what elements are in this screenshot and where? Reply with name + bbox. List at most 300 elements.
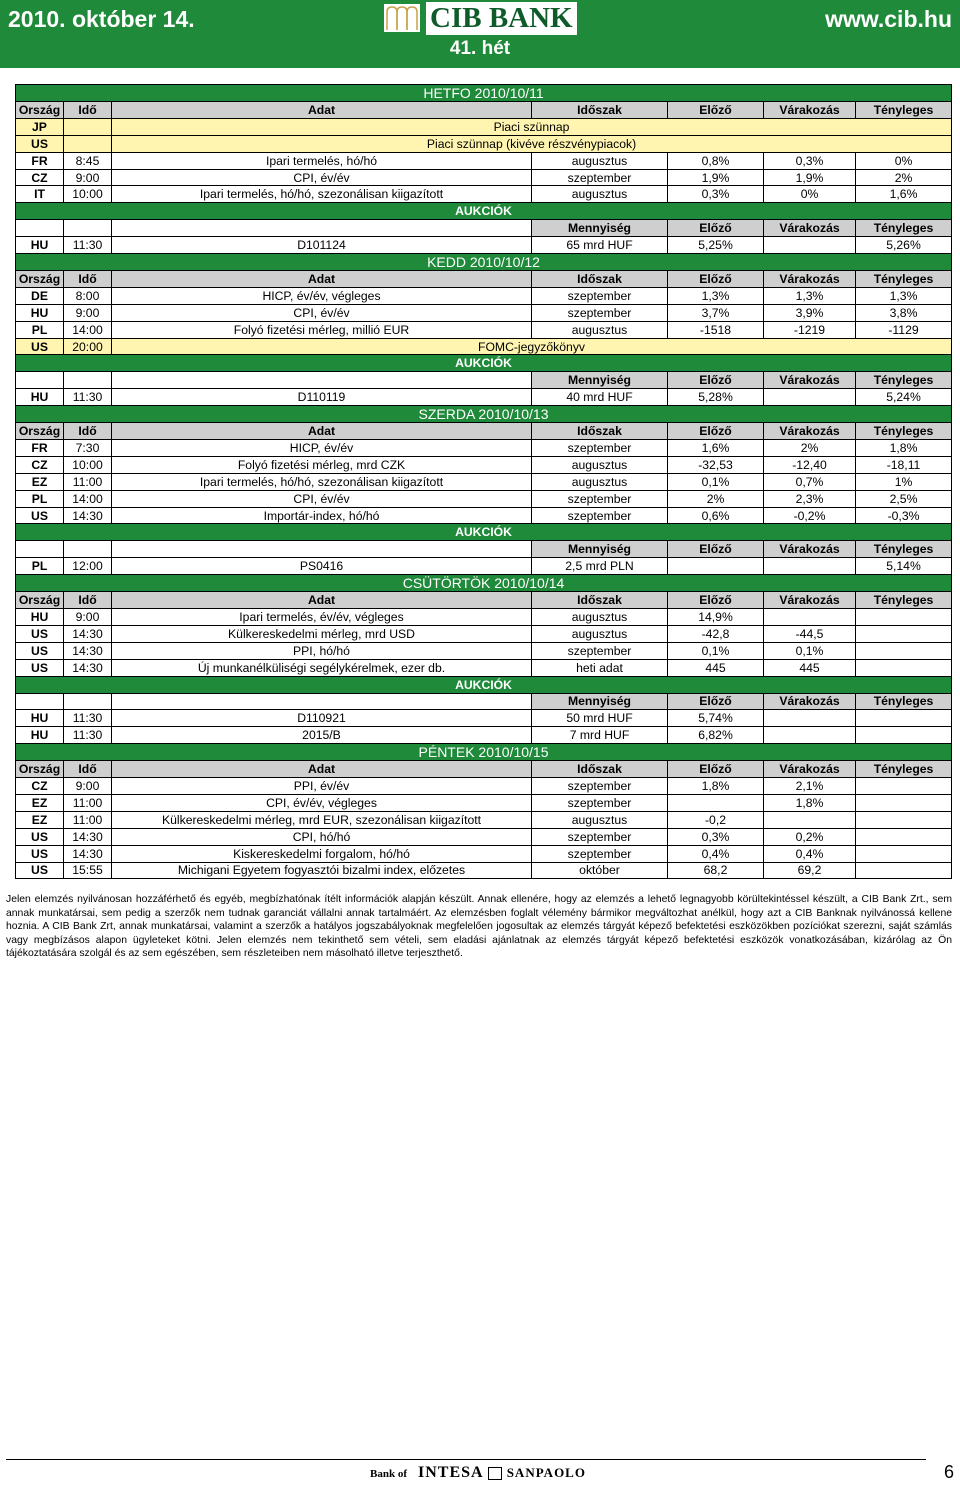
actual-cell xyxy=(856,710,952,727)
expected-header: Várakozás xyxy=(764,372,856,389)
column-header-row xyxy=(16,271,952,288)
previous-cell xyxy=(668,558,764,575)
period-cell: szeptember xyxy=(532,440,668,457)
data-row xyxy=(16,338,952,355)
previous-cell: 1,3% xyxy=(668,287,764,304)
data-row xyxy=(16,321,952,338)
previous-cell: -32,53 xyxy=(668,456,764,473)
indicator-cell: Ipari termelés, hó/hó, szezonálisan kiigazított xyxy=(112,186,532,203)
expected-cell: 3,9% xyxy=(764,304,856,321)
previous-cell: 2% xyxy=(668,490,764,507)
actual-header: Tényleges xyxy=(856,271,952,288)
expected-cell: 2% xyxy=(764,440,856,457)
actual-cell xyxy=(856,609,952,626)
previous-header: Előző xyxy=(668,271,764,288)
time-cell: 14:30 xyxy=(64,507,112,524)
expected-cell: 0,7% xyxy=(764,473,856,490)
data-row xyxy=(16,778,952,795)
indicator-cell: CPI, hó/hó xyxy=(112,828,532,845)
actual-cell: 1% xyxy=(856,473,952,490)
data-row xyxy=(16,794,952,811)
expected-cell: 2,1% xyxy=(764,778,856,795)
previous-cell: 5,25% xyxy=(668,237,764,254)
quantity-cell: 50 mrd HUF xyxy=(532,710,668,727)
indicator-cell: CPI, év/év, végleges xyxy=(112,794,532,811)
data-row xyxy=(16,828,952,845)
period-header: Időszak xyxy=(532,102,668,119)
data-header: Adat xyxy=(112,271,532,288)
week-label: 41. hét xyxy=(449,38,511,59)
auction-row xyxy=(16,710,952,727)
period-cell: szeptember xyxy=(532,507,668,524)
country-cell: US xyxy=(16,862,64,879)
actual-header: Tényleges xyxy=(856,372,952,389)
actual-header: Tényleges xyxy=(856,693,952,710)
data-row xyxy=(16,287,952,304)
website-url[interactable]: www.cib.hu xyxy=(825,6,952,32)
country-cell: HU xyxy=(16,304,64,321)
actual-cell: 1,8% xyxy=(856,440,952,457)
indicator-cell: Kiskereskedelmi forgalom, hó/hó xyxy=(112,845,532,862)
actual-cell xyxy=(856,862,952,879)
time-header: Idő xyxy=(64,761,112,778)
country-cell: EZ xyxy=(16,811,64,828)
previous-cell xyxy=(668,794,764,811)
actual-cell: 1,6% xyxy=(856,186,952,203)
previous-header: Előző xyxy=(668,761,764,778)
period-cell: augusztus xyxy=(532,625,668,642)
actual-cell xyxy=(856,811,952,828)
indicator-cell: Folyó fizetési mérleg, millió EUR xyxy=(112,321,532,338)
indicator-cell: PPI, hó/hó xyxy=(112,642,532,659)
time-cell: 10:00 xyxy=(64,186,112,203)
period-cell: szeptember xyxy=(532,490,668,507)
actual-cell xyxy=(856,778,952,795)
economic-calendar-table xyxy=(15,84,952,879)
indicator-cell: Külkereskedelmi mérleg, mrd EUR, szezonálisan kiigazított xyxy=(112,811,532,828)
time-cell: 8:00 xyxy=(64,287,112,304)
previous-header: Előző xyxy=(668,102,764,119)
day-title: CSÜTÖRTÖK 2010/10/14 xyxy=(16,575,952,592)
country-cell: CZ xyxy=(16,778,64,795)
auctions-label-row xyxy=(16,203,952,220)
data-header: Adat xyxy=(112,102,532,119)
time-cell: 11:00 xyxy=(64,811,112,828)
previous-cell: 1,9% xyxy=(668,169,764,186)
security-cell: PS0416 xyxy=(112,558,532,575)
indicator-cell: Új munkanélküliségi segélykérelmek, ezer db. xyxy=(112,659,532,676)
country-cell: HU xyxy=(16,609,64,626)
security-cell: D101124 xyxy=(112,237,532,254)
auction-header-row xyxy=(16,372,952,389)
previous-cell: 1,8% xyxy=(668,778,764,795)
actual-header: Tényleges xyxy=(856,220,952,237)
previous-header: Előző xyxy=(668,220,764,237)
previous-cell: 14,9% xyxy=(668,609,764,626)
previous-header: Előző xyxy=(668,423,764,440)
indicator-cell: PPI, év/év xyxy=(112,778,532,795)
country-cell: US xyxy=(16,625,64,642)
period-cell: szeptember xyxy=(532,169,668,186)
expected-cell xyxy=(764,710,856,727)
time-cell: 9:00 xyxy=(64,304,112,321)
data-row xyxy=(16,473,952,490)
time-cell: 14:30 xyxy=(64,642,112,659)
time-cell: 11:00 xyxy=(64,473,112,490)
country-header: Ország xyxy=(16,423,64,440)
period-cell: szeptember xyxy=(532,642,668,659)
previous-header: Előző xyxy=(668,372,764,389)
auction-header-row xyxy=(16,220,952,237)
sanpaolo-icon xyxy=(488,1467,502,1480)
actual-cell xyxy=(856,727,952,744)
footer-bank-of: Bank of xyxy=(370,1468,407,1480)
day-header-row xyxy=(16,85,952,102)
expected-cell: 1,3% xyxy=(764,287,856,304)
previous-cell: 5,74% xyxy=(668,710,764,727)
country-cell: PL xyxy=(16,321,64,338)
empty-cell xyxy=(64,693,112,710)
indicator-cell: HICP, év/év, végleges xyxy=(112,287,532,304)
period-cell: augusztus xyxy=(532,456,668,473)
indicator-cell: Külkereskedelmi mérleg, mrd USD xyxy=(112,625,532,642)
expected-cell: -1219 xyxy=(764,321,856,338)
data-header: Adat xyxy=(112,592,532,609)
country-cell: US xyxy=(16,659,64,676)
auction-row xyxy=(16,389,952,406)
time-cell: 11:30 xyxy=(64,237,112,254)
expected-header: Várakozás xyxy=(764,423,856,440)
actual-cell: 5,26% xyxy=(856,237,952,254)
auction-header-row xyxy=(16,541,952,558)
expected-cell: 445 xyxy=(764,659,856,676)
actual-cell xyxy=(856,642,952,659)
empty-cell xyxy=(112,372,532,389)
country-cell: PL xyxy=(16,558,64,575)
data-row xyxy=(16,642,952,659)
column-header-row xyxy=(16,423,952,440)
previous-cell: 445 xyxy=(668,659,764,676)
previous-cell: 0,1% xyxy=(668,473,764,490)
previous-header: Előző xyxy=(668,693,764,710)
empty-cell xyxy=(16,541,64,558)
expected-cell: 0% xyxy=(764,186,856,203)
time-cell: 15:55 xyxy=(64,862,112,879)
actual-cell: 1,3% xyxy=(856,287,952,304)
auctions-label-row xyxy=(16,524,952,541)
expected-header: Várakozás xyxy=(764,541,856,558)
page-header xyxy=(0,0,960,68)
previous-cell: 0,1% xyxy=(668,642,764,659)
country-cell: HU xyxy=(16,389,64,406)
data-row xyxy=(16,118,952,135)
quantity-header: Mennyiség xyxy=(532,693,668,710)
empty-cell xyxy=(16,693,64,710)
disclaimer-text: Jelen elemzés nyilvánosan hozzáférhető és egyéb, megbízhatónak ítélt információk alapján készült. Annak ellenére, hogy az elemzés a lehető legnagyobb körültekintéssel készült, a CIB Bank Zrt., sem annak munkatársai, sem pedig a szerzők nem tudnak garanciát vállalni annak tartalmáért. Az elemzésben foglalt vélemény bármikor megváltozhat anélkül, hogy azt a CIB Banknak nyilvánossá kellene hoznia. A CIB Bank Zrt, annak munkatársai, valamint a szerzők a hatályos jogszabályoknak megfelelően jogosultak az elemzés tárgyát képező befektetési eszközökben pozíciókat szerezni, saját számlás vagy megbízásos alapon ügyleteket kötni. Jelen elemzés nem tekinthető sem vételi, sem eladási ajánlatnak az elemzés tárgyát képező befektetési eszközök vonatkozásában, kizárólag az Ön tájékoztatására szolgál és az sem egészében, sem részleteiben nem másolható illetve terjeszthető. xyxy=(6,894,952,960)
actual-cell xyxy=(856,625,952,642)
day-title: HETFO 2010/10/11 xyxy=(16,85,952,102)
auctions-label: AUKCIÓK xyxy=(16,355,952,372)
time-header: Idő xyxy=(64,592,112,609)
indicator-cell: HICP, év/év xyxy=(112,440,532,457)
period-cell: szeptember xyxy=(532,794,668,811)
time-cell: 14:30 xyxy=(64,845,112,862)
time-cell: 11:30 xyxy=(64,727,112,744)
time-cell: 14:30 xyxy=(64,828,112,845)
auctions-label: AUKCIÓK xyxy=(16,676,952,693)
period-cell: augusztus xyxy=(532,609,668,626)
quantity-header: Mennyiség xyxy=(532,220,668,237)
expected-cell xyxy=(764,609,856,626)
expected-header: Várakozás xyxy=(764,271,856,288)
quantity-cell: 40 mrd HUF xyxy=(532,389,668,406)
previous-cell: 0,3% xyxy=(668,828,764,845)
period-cell: szeptember xyxy=(532,845,668,862)
quantity-cell: 2,5 mrd PLN xyxy=(532,558,668,575)
empty-cell xyxy=(112,693,532,710)
actual-cell: -0,3% xyxy=(856,507,952,524)
day-title: PÉNTEK 2010/10/15 xyxy=(16,744,952,761)
intesa-text: INTESA xyxy=(418,1464,483,1481)
data-row xyxy=(16,811,952,828)
country-cell: IT xyxy=(16,186,64,203)
period-cell: heti adat xyxy=(532,659,668,676)
country-cell: EZ xyxy=(16,794,64,811)
actual-header: Tényleges xyxy=(856,592,952,609)
expected-cell: 2,3% xyxy=(764,490,856,507)
country-cell: US xyxy=(16,507,64,524)
data-row xyxy=(16,169,952,186)
actual-header: Tényleges xyxy=(856,541,952,558)
day-header-row xyxy=(16,406,952,423)
auctions-label: AUKCIÓK xyxy=(16,524,952,541)
expected-cell: -0,2% xyxy=(764,507,856,524)
indicator-cell: Ipari termelés, év/év, végleges xyxy=(112,609,532,626)
period-header: Időszak xyxy=(532,271,668,288)
actual-header: Tényleges xyxy=(856,102,952,119)
data-row xyxy=(16,186,952,203)
time-header: Idő xyxy=(64,423,112,440)
actual-cell xyxy=(856,794,952,811)
time-cell: 12:00 xyxy=(64,558,112,575)
quantity-cell: 7 mrd HUF xyxy=(532,727,668,744)
data-row xyxy=(16,135,952,152)
empty-cell xyxy=(16,220,64,237)
auctions-label: AUKCIÓK xyxy=(16,203,952,220)
expected-cell: 0,2% xyxy=(764,828,856,845)
expected-cell: 69,2 xyxy=(764,862,856,879)
actual-cell xyxy=(856,659,952,676)
actual-cell: 2% xyxy=(856,169,952,186)
indicator-cell: Ipari termelés, hó/hó, szezonálisan kiigazított xyxy=(112,473,532,490)
country-cell: FR xyxy=(16,440,64,457)
country-cell: US xyxy=(16,828,64,845)
time-cell: 7:30 xyxy=(64,440,112,457)
previous-cell: -1518 xyxy=(668,321,764,338)
expected-cell xyxy=(764,811,856,828)
quantity-header: Mennyiség xyxy=(532,541,668,558)
country-cell: FR xyxy=(16,152,64,169)
security-cell: 2015/B xyxy=(112,727,532,744)
period-cell: augusztus xyxy=(532,321,668,338)
previous-cell: 3,7% xyxy=(668,304,764,321)
expected-cell xyxy=(764,558,856,575)
country-cell: CZ xyxy=(16,456,64,473)
country-cell: US xyxy=(16,642,64,659)
actual-cell: 5,14% xyxy=(856,558,952,575)
expected-cell: 0,3% xyxy=(764,152,856,169)
cib-logo-icon xyxy=(384,4,420,32)
indicator-cell: CPI, év/év xyxy=(112,169,532,186)
footer-divider xyxy=(6,1459,926,1460)
period-cell: október xyxy=(532,862,668,879)
time-cell: 8:45 xyxy=(64,152,112,169)
day-header-row xyxy=(16,575,952,592)
expected-cell: -12,40 xyxy=(764,456,856,473)
country-cell: EZ xyxy=(16,473,64,490)
empty-cell xyxy=(64,220,112,237)
time-header: Idő xyxy=(64,271,112,288)
previous-cell: -42,8 xyxy=(668,625,764,642)
expected-header: Várakozás xyxy=(764,220,856,237)
actual-cell xyxy=(856,828,952,845)
empty-cell xyxy=(112,220,532,237)
time-cell: 9:00 xyxy=(64,609,112,626)
empty-cell xyxy=(64,372,112,389)
actual-cell: -18,11 xyxy=(856,456,952,473)
expected-cell xyxy=(764,727,856,744)
country-header: Ország xyxy=(16,761,64,778)
period-cell: szeptember xyxy=(532,304,668,321)
time-cell: 10:00 xyxy=(64,456,112,473)
actual-cell: 0% xyxy=(856,152,952,169)
auction-row xyxy=(16,237,952,254)
previous-cell: 68,2 xyxy=(668,862,764,879)
indicator-cell: Ipari termelés, hó/hó xyxy=(112,152,532,169)
column-header-row xyxy=(16,761,952,778)
previous-cell: 6,82% xyxy=(668,727,764,744)
time-cell: 14:30 xyxy=(64,659,112,676)
indicator-cell: Michigani Egyetem fogyasztói bizalmi index, előzetes xyxy=(112,862,532,879)
period-header: Időszak xyxy=(532,423,668,440)
country-header: Ország xyxy=(16,102,64,119)
data-row xyxy=(16,507,952,524)
auction-header-row xyxy=(16,693,952,710)
country-cell: HU xyxy=(16,710,64,727)
data-row xyxy=(16,845,952,862)
period-cell: augusztus xyxy=(532,186,668,203)
cib-bank-logo xyxy=(384,2,574,34)
indicator-cell: CPI, év/év xyxy=(112,304,532,321)
country-cell: CZ xyxy=(16,169,64,186)
time-cell: 9:00 xyxy=(64,778,112,795)
security-cell: D110921 xyxy=(112,710,532,727)
column-header-row xyxy=(16,102,952,119)
quantity-cell: 65 mrd HUF xyxy=(532,237,668,254)
brand-name: CIB BANK xyxy=(426,2,577,35)
actual-cell: 3,8% xyxy=(856,304,952,321)
period-cell: augusztus xyxy=(532,152,668,169)
indicator-cell: CPI, év/év xyxy=(112,490,532,507)
expected-cell: 0,1% xyxy=(764,642,856,659)
footer-intesa-logo xyxy=(418,1464,586,1482)
country-cell: JP xyxy=(16,118,64,135)
actual-cell: 2,5% xyxy=(856,490,952,507)
auction-row xyxy=(16,727,952,744)
period-cell: szeptember xyxy=(532,778,668,795)
expected-cell: 1,9% xyxy=(764,169,856,186)
security-cell: D110119 xyxy=(112,389,532,406)
data-header: Adat xyxy=(112,423,532,440)
actual-cell: 5,24% xyxy=(856,389,952,406)
previous-cell: 0,3% xyxy=(668,186,764,203)
period-cell: augusztus xyxy=(532,473,668,490)
data-row xyxy=(16,609,952,626)
country-cell: HU xyxy=(16,727,64,744)
empty-cell xyxy=(16,372,64,389)
period-cell: szeptember xyxy=(532,828,668,845)
time-cell: 14:00 xyxy=(64,321,112,338)
country-cell: HU xyxy=(16,237,64,254)
actual-cell: -1129 xyxy=(856,321,952,338)
data-header: Adat xyxy=(112,761,532,778)
data-row xyxy=(16,490,952,507)
sanpaolo-text: SANPAOLO xyxy=(506,1465,586,1480)
expected-cell xyxy=(764,237,856,254)
country-cell: US xyxy=(16,845,64,862)
actual-header: Tényleges xyxy=(856,423,952,440)
column-header-row xyxy=(16,592,952,609)
indicator-cell: Importár-index, hó/hó xyxy=(112,507,532,524)
expected-cell: 1,8% xyxy=(764,794,856,811)
data-row xyxy=(16,659,952,676)
previous-cell: 0,4% xyxy=(668,845,764,862)
indicator-cell: FOMC-jegyzőkönyv xyxy=(112,338,952,355)
empty-cell xyxy=(64,541,112,558)
auction-row xyxy=(16,558,952,575)
time-cell xyxy=(64,135,112,152)
expected-cell: 0,4% xyxy=(764,845,856,862)
time-cell: 11:30 xyxy=(64,389,112,406)
data-row xyxy=(16,304,952,321)
previous-cell: -0,2 xyxy=(668,811,764,828)
time-header: Idő xyxy=(64,102,112,119)
country-cell: PL xyxy=(16,490,64,507)
time-cell: 11:30 xyxy=(64,710,112,727)
previous-cell: 0,6% xyxy=(668,507,764,524)
indicator-cell: Piaci szünnap xyxy=(112,118,952,135)
data-row xyxy=(16,440,952,457)
country-cell: DE xyxy=(16,287,64,304)
expected-header: Várakozás xyxy=(764,102,856,119)
period-cell: augusztus xyxy=(532,811,668,828)
previous-header: Előző xyxy=(668,541,764,558)
data-row xyxy=(16,862,952,879)
day-header-row xyxy=(16,254,952,271)
day-header-row xyxy=(16,744,952,761)
expected-header: Várakozás xyxy=(764,761,856,778)
time-cell: 9:00 xyxy=(64,169,112,186)
day-title: SZERDA 2010/10/13 xyxy=(16,406,952,423)
country-header: Ország xyxy=(16,592,64,609)
auctions-label-row xyxy=(16,355,952,372)
data-row xyxy=(16,152,952,169)
time-cell: 14:00 xyxy=(64,490,112,507)
period-header: Időszak xyxy=(532,761,668,778)
time-cell: 20:00 xyxy=(64,338,112,355)
empty-cell xyxy=(112,541,532,558)
time-cell: 14:30 xyxy=(64,625,112,642)
